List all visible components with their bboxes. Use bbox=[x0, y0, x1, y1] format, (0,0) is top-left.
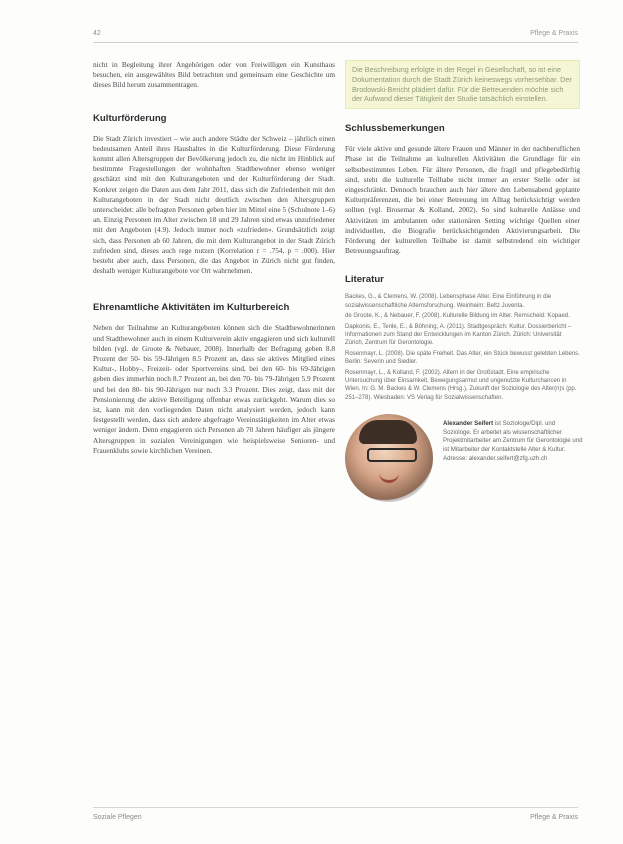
author-bio bbox=[443, 420, 585, 463]
author-name: Alexander Seifert bbox=[443, 420, 494, 428]
section-heading-literatur: Literatur bbox=[345, 274, 384, 286]
page-number: 42 bbox=[93, 30, 101, 37]
literature-item: Rosenmayr, L., & Kolland, F. (2002). Altern in der Großstadt. Eine empirische Untersuchung über Einsamkeit, Bewegungsarmut und ungenutzte Kulturchancen in Wien. In: G. M. Backes & W. Clemens (Hrsg.), Zukunft der Soziologie des Alter(n)s (pp. 251–278). Wiesbaden: VS Verlag für Sozialwissenschaften. bbox=[345, 369, 577, 401]
author-bio-text: ist Soziologe/Dipl. und Soziologe. Er arbeitet als wissenschaftlicher Projektmitarbeiter am Zentrum für Gerontologie und ist Mitarbeiter der Kontaktstelle Alter & Kultur. Adresse: alexander.seifert@zfg.uzh.ch bbox=[443, 420, 583, 462]
header-rule bbox=[93, 42, 578, 43]
literature-item: Backes, G., & Clemens, W. (2008). Lebensphase Alter. Eine Einführung in die sozialwissenschaftliche Alternsforschung. Weinheim: Beltz Juventa. bbox=[345, 294, 552, 309]
literature-item: Rosenmayr, L. (2008). Die späte Freiheit. Das Alter, ein Stück bewusst gelebten Lebens. Berlin: Severin und Siedler. bbox=[345, 350, 580, 366]
footer-left: Soziale Pflegen bbox=[93, 814, 142, 821]
literature-item: Dapkonis, E., Tenle, E., & Böhning, A. (2011). Stadtgespräch: Kultur. Dossierbericht – Informationen zum Stand der Entwicklungen im Kanton Zürich. Zürich: Universität Zürich, Zentrum für Gerontologie. bbox=[345, 323, 572, 347]
section-heading-ehrenamt: Ehrenamtliche Aktivitäten im Kulturbereich bbox=[93, 302, 290, 314]
ehrenamt-paragraph: Neben der Teilnahme an Kulturangeboten können sich die Stadtbewohnerinnen und Stadtbewohner auch in einem Kulturverein aktiv engagieren und sich kulturell bilden (vgl. de Groote & Nebauer, 2008). Innerhalb der Befragung geben 8.8 Prozent der 50- bis 59-Jährigen 8.5 Prozent an, dass sie aktives Mitglied eines Kultur-, Hobby-, Freizeit- oder Sportvereins sind, bei den 60- bis 69-Jährigen geben dies immerhin noch 8.7 Prozent an, bei den 70- bis 79-Jährigen 5.9 Prozent und bei den 80- bis 90-Jährigen nur noch 3.3 Prozent. Dies zeigt, dass mit der Pensionierung die aktive Beteiligung offenbar etwas zurückgeht. Warum dies so ist, kann mit den vorliegenden Daten nicht analysiert werden, jedoch kann festgestellt werden, dass sich andere abgefragte Vereinstätigkeiten im Alter etwas weniger ändern. Denn engagieren sich Personen ab 70 Jahren häufiger als jüngere Altersgruppen in sozialen Vereinigungen wie beispielsweise Senioren- und Frauenklubs sowie kirchlichen Vereinen. bbox=[93, 323, 335, 455]
section-heading-schlussbemerkungen: Schlussbemerkungen bbox=[345, 123, 445, 135]
literature-item: de Groote, K., & Nebauer, F. (2008). Kulturelle Bildung im Alter. Remscheid: Kopaed. bbox=[345, 313, 570, 320]
author-photo-mouth bbox=[379, 472, 399, 483]
author-photo-glasses bbox=[367, 448, 417, 462]
author-photo-hair bbox=[359, 420, 417, 444]
intro-paragraph: nicht in Begleitung ihrer Angehörigen oder von Freiwilligen ein Kunsthaus besuchen, ein ausgewähltes Bild betrachten und gemeinsam eine Geschichte um dieses Bild herum zusammentragen. bbox=[93, 60, 335, 90]
right-column bbox=[345, 60, 583, 514]
schlussbemerkungen-paragraph: Für viele aktive und gesunde ältere Frauen und Männer in der nachberuflichen Phase ist die Teilnahme an kulturellen Aktivitäten die Grundlage für ein selbstbestimmtes Leben. Für ältere Personen, die fragil und pflegebedürftig sind, steht die kulturelle Teilhabe nicht immer an erster Stelle oder ist eingeschränkt. Dennoch brauchen auch hier ältere den Lebensabend geplante Kulturpräferenzen, die bei einer Betreuung im Alltag berücksichtigt werden sollten (vgl. Brosemar & Kolland, 2002). So sind kulturelle Anlässe und Aktivitäten im ambulanten oder stationären Setting wichtige Quellen einer individuellen, die Biografie berücksichtigenden Aktivierungsarbeit. Die Förderung der kulturellen Teilhabe ist damit selbstredend ein wichtiger Betreuungsauftrag. bbox=[345, 144, 580, 256]
author-box bbox=[345, 414, 583, 514]
highlight-box bbox=[345, 60, 580, 109]
footer-right: Pflege & Praxis bbox=[530, 814, 578, 821]
section-heading-kulturfoerderung: Kulturförderung bbox=[93, 112, 167, 124]
running-header: Pflege & Praxis bbox=[530, 30, 578, 37]
footer-rule bbox=[93, 807, 578, 808]
left-column bbox=[93, 60, 335, 456]
literature-list bbox=[345, 293, 580, 402]
kulturfoerderung-paragraph: Die Stadt Zürich investiert – wie auch andere Städte der Schweiz – jährlich einen bedeutsamen Anteil ihres Haushaltes in die Kulturförderung. Diese Förderung kommt allen Altersgruppen der Bevölkerung jedoch zu, die nicht im Hinblick auf bestimmte Fragestellungen der wohnhaften Stadtbewohner ebenso weniger geschätzt sind mit den Kulturangeboten und der Kulturförderung der Stadt. Konkret zeigen die Daten aus dem Jahr 2011, dass sich die Zufriedenheit mit den Kulturangeboten in der Stadt nicht deutlich zwischen den Altersgruppen unterscheidet: alle befragten Personen geben hier im Mittel eine 5 (Schulnote 1–6) an. Einzig Personen im Alter zwischen 18 und 29 Jahren sind etwas unzufriedener mit den Angeboten (4.9). Jedoch immer noch «zufrieden». Grundsätzlich zeigt sich, dass Personen ab 60 Jahren, die mit dem Kulturangebot in der Stadt Zürich zufrieden sind, dieses auch rege nutzen (Korrelation r = .754, p = .000). Hier besteht aber auch, dass Personen, die das Angebot in Zürich nicht gut finden, deshalb weniger Kulturangebote vor Ort wahrnehmen. bbox=[93, 133, 335, 276]
author-photo bbox=[345, 414, 433, 502]
highlight-text: Die Beschreibung erfolgte in der Regel in Gesellschaft, so ist eine Dokumentation durch die Stadt Zürich keineswegs vorhersehbar. Der Brodowski-Bericht plädiert dafür. Für die Betreuenden möchte sich der Aufwand dieser Tätigkeit der Studie tatsächlich einstellen. bbox=[352, 65, 572, 104]
